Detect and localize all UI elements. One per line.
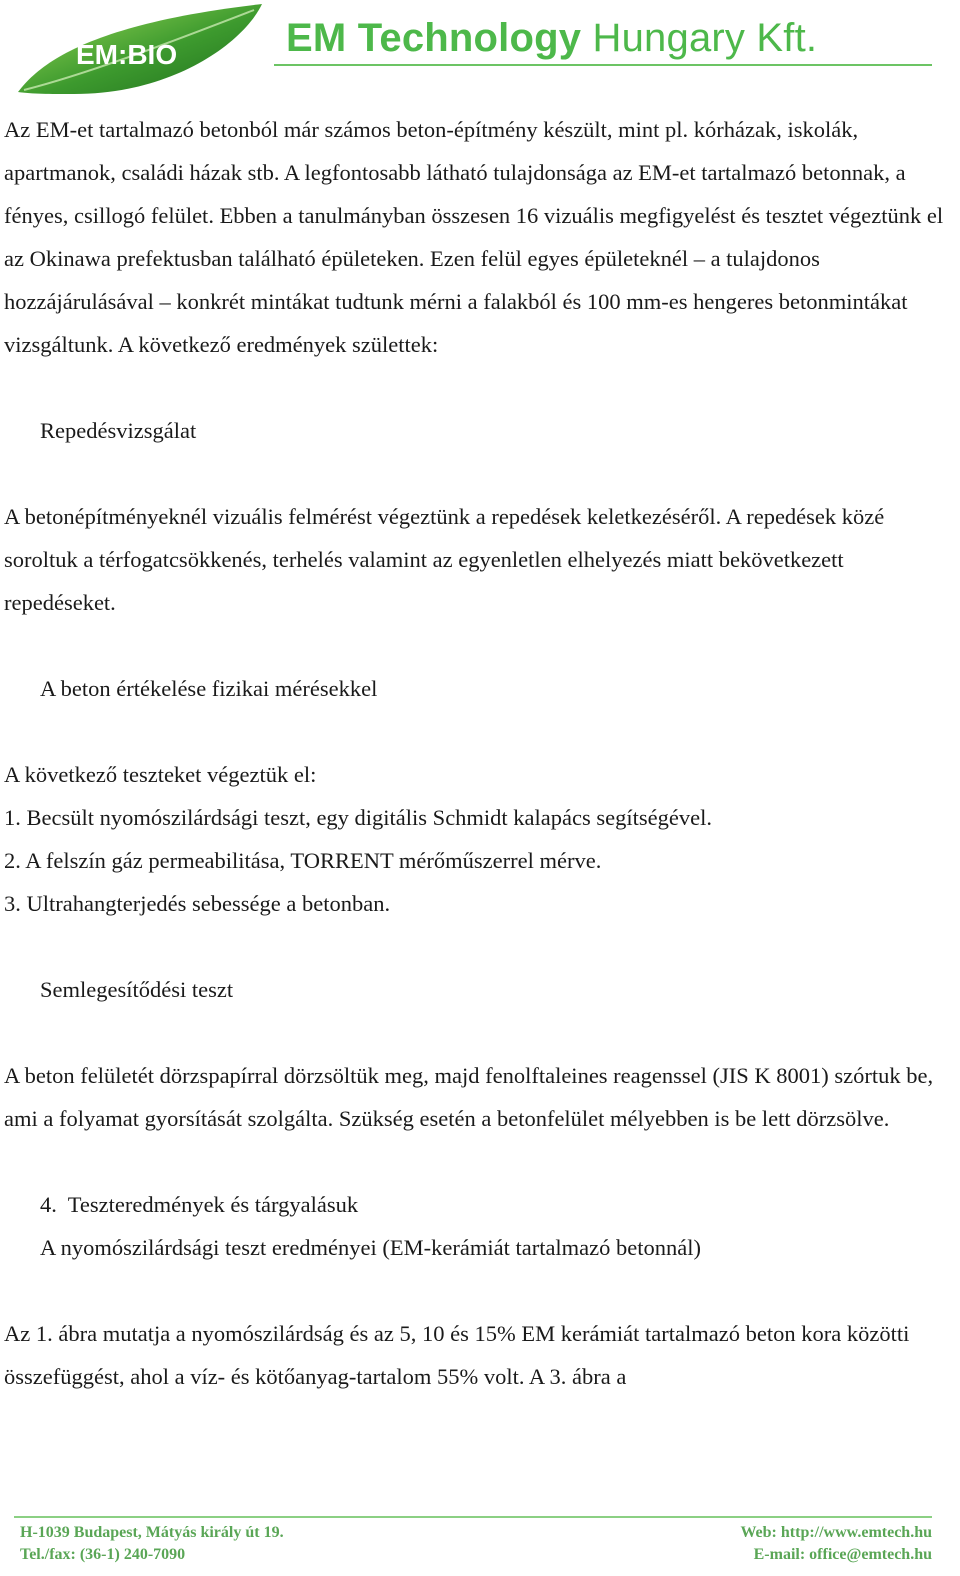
spacer — [4, 1011, 954, 1054]
company-name — [286, 14, 817, 62]
company-name-rest: Hungary Kft. — [581, 16, 818, 60]
footer-web: Web: http://www.emtech.hu — [740, 1524, 932, 1541]
page-footer — [0, 1520, 960, 1576]
document-body — [4, 108, 954, 1398]
test-item-2: 2. A felszín gáz permeabilitása, TORRENT mérőműszerrel mérve. — [4, 848, 602, 873]
footer-email: E-mail: office@emtech.hu — [753, 1546, 932, 1563]
company-name-bold: EM Technology — [286, 16, 582, 60]
test-item-3: 3. Ultrahangterjedés sebessége a betonban. — [4, 891, 391, 916]
section-4-heading: 4. Teszteredmények és tárgyalásuk — [40, 1192, 359, 1217]
spacer — [4, 452, 954, 495]
crack-paragraph: A betonépítményeknél vizuális felmérést végeztünk a repedések keletkezéséről. A repedések közé soroltuk a térfogatcsökkenés, terhelés valamint az egyenletlen elhelyezés miatt bekövetkezett repedéseket. — [4, 504, 885, 615]
footer-divider — [14, 1516, 932, 1518]
heading-crack-test: Repedésvizsgálat — [40, 418, 197, 443]
footer-phone: Tel./fax: (36-1) 240-7090 — [20, 1546, 186, 1563]
footer-contact-left — [20, 1522, 284, 1566]
footer-contact-right — [740, 1522, 932, 1566]
spacer — [4, 624, 954, 667]
em-bio-logo — [14, 2, 264, 100]
header-divider — [274, 64, 932, 66]
spacer — [4, 710, 954, 753]
intro-paragraph: Az EM-et tartalmazó betonból már számos beton-építmény készült, mint pl. kórházak, iskolák, apartmanok, családi házak stb. A legfontosabb látható tulajdonsága az EM-et tartalmazó betonnak, a fényes, csillogó felület. Ebben a tanulmányban összesen 16 vizuális megfigyelést és tesztet végeztünk el az Okinawa prefektusban található épületeken. Ezen felül egyes épületeknél – a tulajdonos hozzájárulásával – konkrét mintákat tudtunk mérni a falakból és 100 mm-es hengeres betonmintákat vizsgáltunk. A következő eredmények születtek: — [4, 117, 944, 357]
svg-text:EM:BIO: EM:BIO — [76, 39, 178, 70]
closing-paragraph: Az 1. ábra mutatja a nyomószilárdság és az 5, 10 és 15% EM kerámiát tartalmazó beton kora közötti összefüggést, ahol a víz- és kötőanyag-tartalom 55% volt. A 3. ábra a — [4, 1321, 910, 1389]
spacer — [4, 1269, 954, 1312]
tests-intro: A következő teszteket végeztük el: — [4, 762, 317, 787]
heading-physical-measurements: A beton értékelése fizikai mérésekkel — [40, 676, 378, 701]
spacer — [4, 925, 954, 968]
page-header — [0, 0, 960, 100]
neutralization-paragraph: A beton felületét dörzspapírral dörzsöltük meg, majd fenolftaleines reagenssel (JIS K 8001) szórtuk be, ami a folyamat gyorsítását szolgálta. Szükség esetén a betonfelület mélyebben is be lett dörzsölve. — [4, 1063, 934, 1131]
section-4-subheading: A nyomószilárdsági teszt eredményei (EM-kerámiát tartalmazó betonnál) — [40, 1235, 702, 1260]
test-item-1: 1. Becsült nyomószilárdsági teszt, egy digitális Schmidt kalapács segítségével. — [4, 805, 712, 830]
footer-address: H-1039 Budapest, Mátyás király út 19. — [20, 1524, 284, 1541]
heading-neutralization-test: Semlegesítődési teszt — [40, 977, 234, 1002]
spacer — [4, 366, 954, 409]
spacer — [4, 1140, 954, 1183]
